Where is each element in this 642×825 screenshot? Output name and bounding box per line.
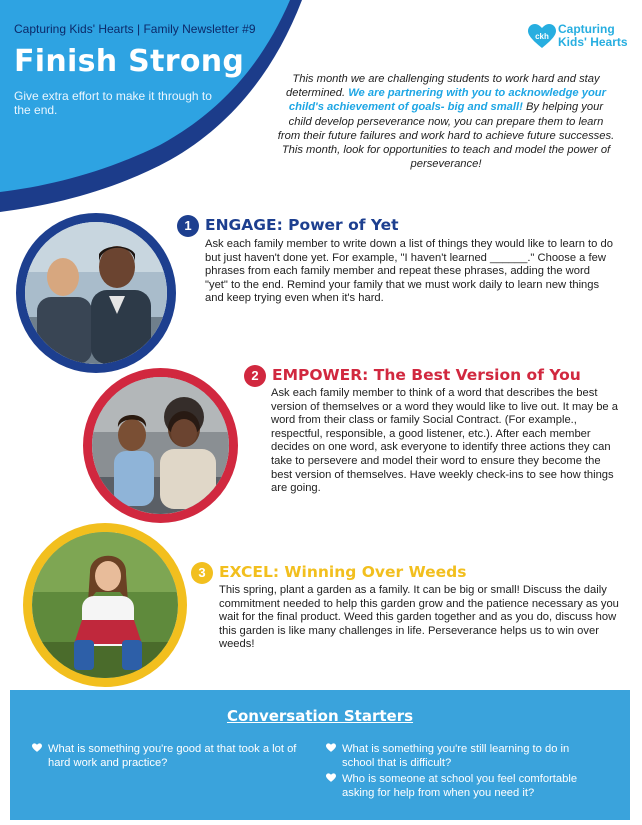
section-2-number: 2 (244, 365, 266, 387)
logo-mark-text: ckh (535, 32, 549, 41)
section-1-body: Ask each family member to write down a list of things they would like to learn to do but just haven't done yet. For example, "I haven't learned ______." Choose a few phrases from each family member and repeat these phrases, adding the word "yet" to the end. Remind your family that we must work daily to learn new things and keep trying even when it's hard. (205, 238, 613, 305)
photo-empower (83, 368, 238, 523)
intro-paragraph (276, 72, 616, 171)
logo-text (558, 23, 628, 49)
heart-bullet-icon (326, 773, 336, 783)
section-2-body: Ask each family member to think of a word that describes the best version of themselves or a word they would like to live out. It may be a word from their class or family Social Contract. (For example., respectful, responsible, a good listener, etc.). After each member decides on one word, ask everyone to identify three actions they can take to persevere and model their word to ensure they become the best version of themselves. Have weekly check-ins to see how things are going. (271, 387, 618, 495)
heart-logo-icon (528, 24, 556, 50)
conversation-item-3 (342, 772, 604, 800)
conversation-starters-title: Conversation Starters (226, 707, 414, 725)
heart-bullet-icon (32, 743, 42, 753)
page-title: Finish Strong (14, 44, 245, 79)
section-1-title: ENGAGE: Power of Yet (205, 216, 399, 234)
section-3-number: 3 (191, 562, 213, 584)
section-2-title: EMPOWER: The Best Version of You (272, 366, 581, 384)
logo-line-1: Capturing (558, 22, 615, 36)
conversation-item-1 (48, 742, 310, 770)
logo-line-2: Kids' Hearts (558, 35, 628, 49)
conversation-starters-panel (10, 690, 630, 820)
conversation-item-2 (342, 742, 604, 770)
intro-text-2: By helping your child develop perseverance now, you can prepare them to learn from their future failures and work hard to achieve future successes. This month, look for opportunities to teach and model the power of perseverance! (277, 101, 615, 171)
page-subtitle: Give extra effort to make it through to the end. (14, 89, 212, 117)
heart-bullet-icon (326, 743, 336, 753)
section-3-body: This spring, plant a garden as a family. It can be big or small! Discuss the daily commitment needed to help this garden grow and the patience necessary as you wait for the final product. Weed this garden together and as you do, discuss how this garden is like many challenges in life. Perseverance helps us to win over weeds! (219, 584, 619, 651)
intro-text-1: This month we are challenging students to work hard and stay determined. (286, 73, 600, 100)
photo-excel (23, 523, 187, 687)
section-3-title: EXCEL: Winning Over Weeds (219, 563, 467, 581)
brand-logo (528, 22, 638, 54)
conversation-item-1-text: What is something you're good at that took a lot of hard work and practice? (48, 743, 297, 769)
conversation-item-3-text: Who is someone at school you feel comfortable asking for help from when you need it? (342, 773, 578, 799)
intro-highlight: We are partnering with you to acknowledge your child's achievement of goals- big and small! (288, 87, 606, 114)
conversation-item-2-text: What is something you're still learning to do in school that is difficult? (342, 743, 570, 769)
newsletter-series-label: Capturing Kids' Hearts | Family Newsletter #9 (14, 22, 256, 36)
photo-engage (16, 213, 176, 373)
section-1-number: 1 (177, 215, 199, 237)
